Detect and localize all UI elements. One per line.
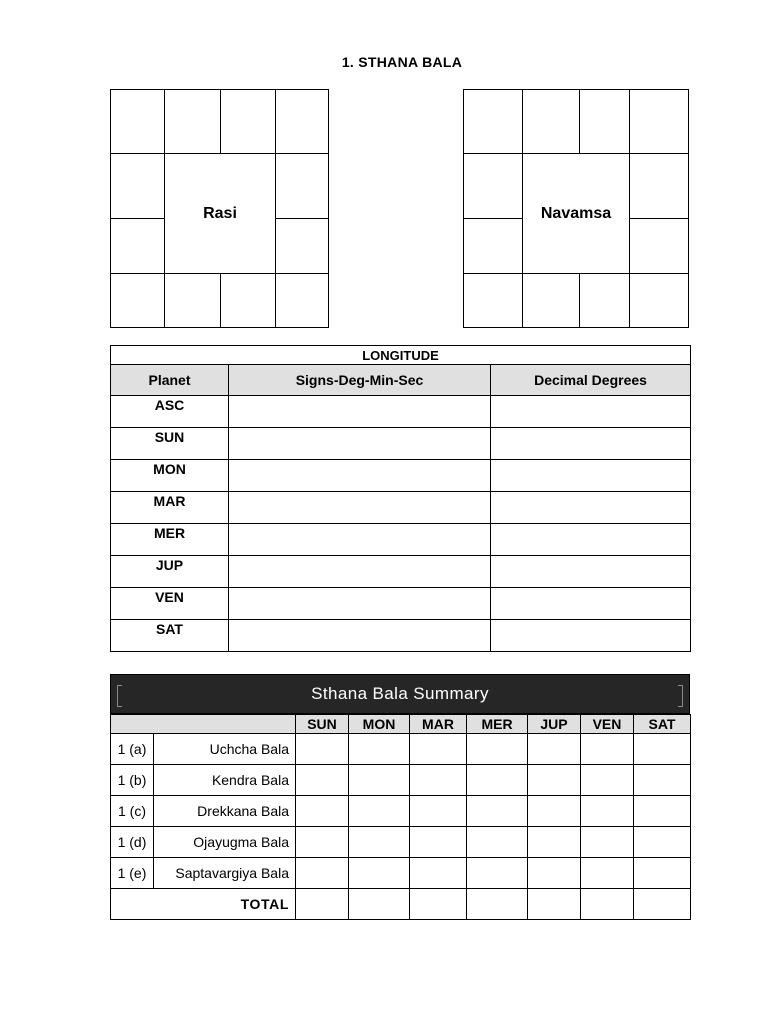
summary-title-bar [110, 674, 690, 714]
summary-table [110, 714, 691, 920]
bala-code: 1 (b) [111, 765, 154, 796]
table-row [111, 620, 691, 652]
table-row [111, 556, 691, 588]
planet-name: MAR [111, 492, 229, 524]
longitude-table [110, 345, 691, 652]
total-value-cell [410, 889, 467, 920]
value-cell [634, 734, 691, 765]
rasi-house-cell [165, 274, 221, 328]
value-cell [349, 796, 410, 827]
navamsa-house-cell [630, 219, 689, 274]
rasi-house-cell [221, 274, 276, 328]
table-row [111, 524, 691, 556]
table-row [111, 588, 691, 620]
value-cell [581, 765, 634, 796]
navamsa-house-cell [523, 90, 580, 154]
table-row [111, 827, 691, 858]
value-cell [634, 765, 691, 796]
planet-name: JUP [111, 556, 229, 588]
value-cell [410, 734, 467, 765]
decimal-degrees-cell [491, 428, 691, 460]
signs-deg-min-sec-cell [229, 460, 491, 492]
value-cell [296, 734, 349, 765]
table-row [111, 858, 691, 889]
summary-header-blank [111, 715, 296, 734]
signs-deg-min-sec-cell [229, 556, 491, 588]
value-cell [296, 796, 349, 827]
summary-column-header: SAT [634, 715, 691, 734]
planet-name: SAT [111, 620, 229, 652]
bala-code: 1 (d) [111, 827, 154, 858]
bala-name: Drekkana Bala [154, 796, 296, 827]
decimal-degrees-cell [491, 524, 691, 556]
total-value-cell [528, 889, 581, 920]
planet-name: MON [111, 460, 229, 492]
value-cell [410, 827, 467, 858]
value-cell [467, 858, 528, 889]
planet-name: ASC [111, 396, 229, 428]
value-cell [296, 858, 349, 889]
table-row [111, 765, 691, 796]
signs-deg-min-sec-cell [229, 492, 491, 524]
value-cell [528, 734, 581, 765]
rasi-house-cell [221, 90, 276, 154]
value-cell [349, 858, 410, 889]
planet-name: MER [111, 524, 229, 556]
signs-deg-min-sec-cell [229, 620, 491, 652]
signs-deg-min-sec-cell [229, 396, 491, 428]
value-cell [410, 858, 467, 889]
signs-deg-min-sec-cell [229, 428, 491, 460]
rasi-label: Rasi [165, 154, 276, 274]
value-cell [528, 858, 581, 889]
summary-column-header: JUP [528, 715, 581, 734]
navamsa-label: Navamsa [523, 154, 630, 274]
total-value-cell [349, 889, 410, 920]
decimal-degrees-cell [491, 588, 691, 620]
column-header-planet: Planet [111, 365, 229, 396]
planet-name: SUN [111, 428, 229, 460]
navamsa-house-cell [464, 154, 523, 219]
longitude-caption: LONGITUDE [111, 346, 691, 365]
navamsa-house-cell [630, 274, 689, 328]
value-cell [581, 858, 634, 889]
bala-name: Uchcha Bala [154, 734, 296, 765]
value-cell [296, 827, 349, 858]
total-value-cell [296, 889, 349, 920]
summary-column-header: MAR [410, 715, 467, 734]
value-cell [634, 858, 691, 889]
bala-code: 1 (c) [111, 796, 154, 827]
summary-column-header: MON [349, 715, 410, 734]
total-label: TOTAL [111, 889, 296, 920]
value-cell [528, 765, 581, 796]
value-cell [467, 827, 528, 858]
table-row [111, 492, 691, 524]
total-value-cell [581, 889, 634, 920]
summary-title: Sthana Bala Summary [311, 684, 489, 703]
rasi-house-cell [111, 219, 165, 274]
table-row [111, 734, 691, 765]
rasi-house-cell [276, 90, 329, 154]
total-row [111, 889, 691, 920]
column-header-decimal: Decimal Degrees [491, 365, 691, 396]
rasi-house-cell [111, 90, 165, 154]
bala-code: 1 (a) [111, 734, 154, 765]
signs-deg-min-sec-cell [229, 524, 491, 556]
navamsa-chart [463, 89, 689, 328]
rasi-house-cell [111, 274, 165, 328]
value-cell [349, 827, 410, 858]
table-row [111, 428, 691, 460]
value-cell [467, 765, 528, 796]
summary-column-header: SUN [296, 715, 349, 734]
table-row [111, 460, 691, 492]
signs-deg-min-sec-cell [229, 588, 491, 620]
value-cell [467, 734, 528, 765]
value-cell [410, 796, 467, 827]
summary-column-header: VEN [581, 715, 634, 734]
navamsa-house-cell [580, 274, 630, 328]
value-cell [349, 765, 410, 796]
title-bracket-right [678, 685, 683, 707]
value-cell [581, 796, 634, 827]
value-cell [410, 765, 467, 796]
rasi-chart [110, 89, 329, 328]
navamsa-house-cell [464, 219, 523, 274]
value-cell [634, 827, 691, 858]
bala-name: Saptavargiya Bala [154, 858, 296, 889]
value-cell [349, 734, 410, 765]
navamsa-house-cell [523, 274, 580, 328]
navamsa-house-cell [580, 90, 630, 154]
rasi-house-cell [276, 274, 329, 328]
bala-code: 1 (e) [111, 858, 154, 889]
table-row [111, 396, 691, 428]
column-header-signs: Signs-Deg-Min-Sec [229, 365, 491, 396]
navamsa-house-cell [464, 90, 523, 154]
bala-name: Kendra Bala [154, 765, 296, 796]
table-row [111, 796, 691, 827]
navamsa-house-cell [464, 274, 523, 328]
value-cell [296, 765, 349, 796]
decimal-degrees-cell [491, 492, 691, 524]
navamsa-house-cell [630, 154, 689, 219]
value-cell [581, 734, 634, 765]
decimal-degrees-cell [491, 556, 691, 588]
decimal-degrees-cell [491, 620, 691, 652]
page-title: 1. STHANA BALA [341, 54, 463, 70]
bala-name: Ojayugma Bala [154, 827, 296, 858]
value-cell [467, 796, 528, 827]
decimal-degrees-cell [491, 396, 691, 428]
rasi-house-cell [276, 219, 329, 274]
decimal-degrees-cell [491, 460, 691, 492]
planet-name: VEN [111, 588, 229, 620]
value-cell [634, 796, 691, 827]
rasi-house-cell [276, 154, 329, 219]
sthana-bala-summary [110, 674, 690, 920]
value-cell [581, 827, 634, 858]
value-cell [528, 796, 581, 827]
summary-column-header: MER [467, 715, 528, 734]
rasi-house-cell [165, 90, 221, 154]
title-bracket-left [117, 685, 122, 707]
rasi-house-cell [111, 154, 165, 219]
navamsa-house-cell [630, 90, 689, 154]
value-cell [528, 827, 581, 858]
total-value-cell [634, 889, 691, 920]
total-value-cell [467, 889, 528, 920]
